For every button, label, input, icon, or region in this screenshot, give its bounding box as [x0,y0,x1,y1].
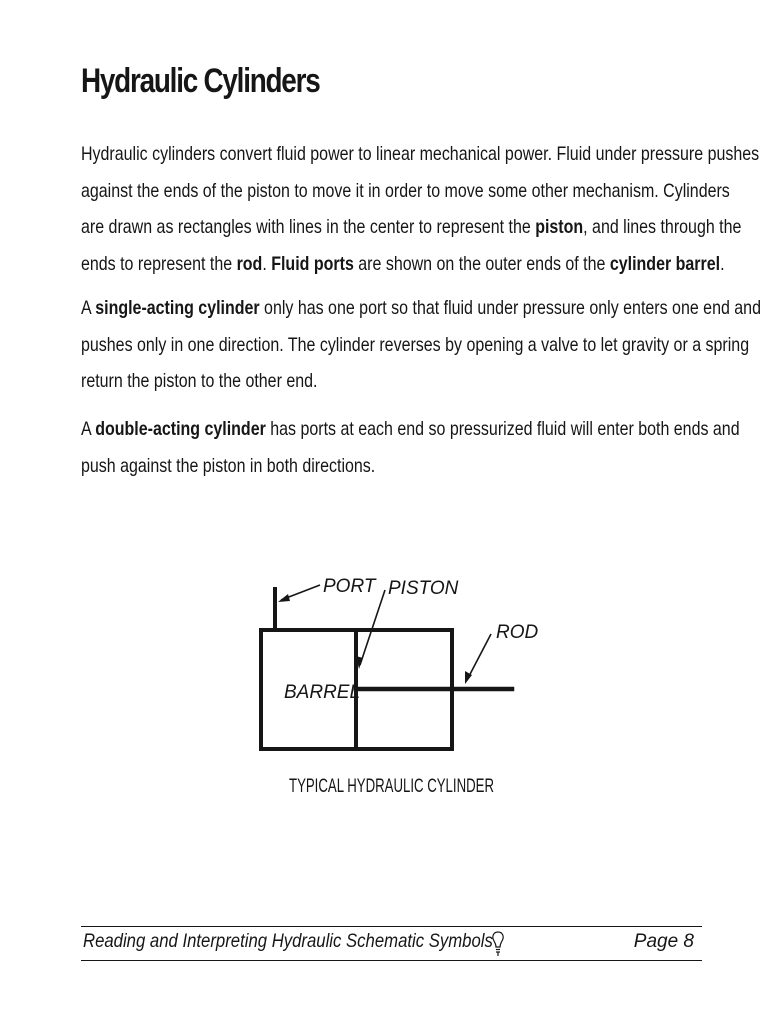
diagram-caption: TYPICAL HYDRAULIC CYLINDER [289,776,494,797]
page-number: Page 8 [633,931,694,952]
text-run: only has one port so that fluid under pressure only enters one end and [259,297,761,319]
text-run: A [81,418,96,440]
text-line: Hydraulic cylinders convert fluid power to linear mechanical power. Fluid under pressure pushes [81,143,760,165]
text-run: are shown on the outer ends of the [353,252,610,275]
port-arrowhead [278,594,290,602]
lightbulb-icon [491,930,505,958]
text-line: against the ends of the piston to move it in order to move some other mechanism. Cylinders [81,179,730,202]
piston-arrow [360,590,385,665]
page-title: Hydraulic Cylinders [81,62,320,100]
page-footer [81,926,702,961]
rod-arrow [467,634,491,680]
text-run: are drawn as rectangles with lines in the center to represent the [81,216,536,238]
term-double-acting-cylinder: double-acting cylinder [95,418,266,440]
text-run: , and lines through the [583,216,742,238]
text-run: . [262,252,272,275]
port-label: PORT [323,576,376,597]
text-run: A [81,297,96,319]
term-fluid-ports: Fluid ports [271,252,354,275]
rod-label: ROD [496,622,539,643]
term-cylinder-barrel: cylinder barrel [609,252,721,275]
term-rod: rod [236,252,263,275]
text-line: push against the piston in both directions. [81,454,376,477]
footer-document-title: Reading and Interpreting Hydraulic Schematic Symbols [83,931,493,952]
text-run: has ports at each end so pressurized fluid will enter both ends and [265,418,740,440]
barrel-label: BARREL [284,682,361,703]
term-single-acting-cylinder: single-acting cylinder [95,297,260,319]
text-line: return the piston to the other end. [81,370,318,392]
text-run: . [720,252,725,275]
text-run: ends to represent the [81,252,237,275]
term-piston: piston [535,216,584,238]
text-line: pushes only in one direction. The cylinder reverses by opening a valve to let gravity or a spring [81,333,750,356]
piston-label: PISTON [388,578,459,599]
